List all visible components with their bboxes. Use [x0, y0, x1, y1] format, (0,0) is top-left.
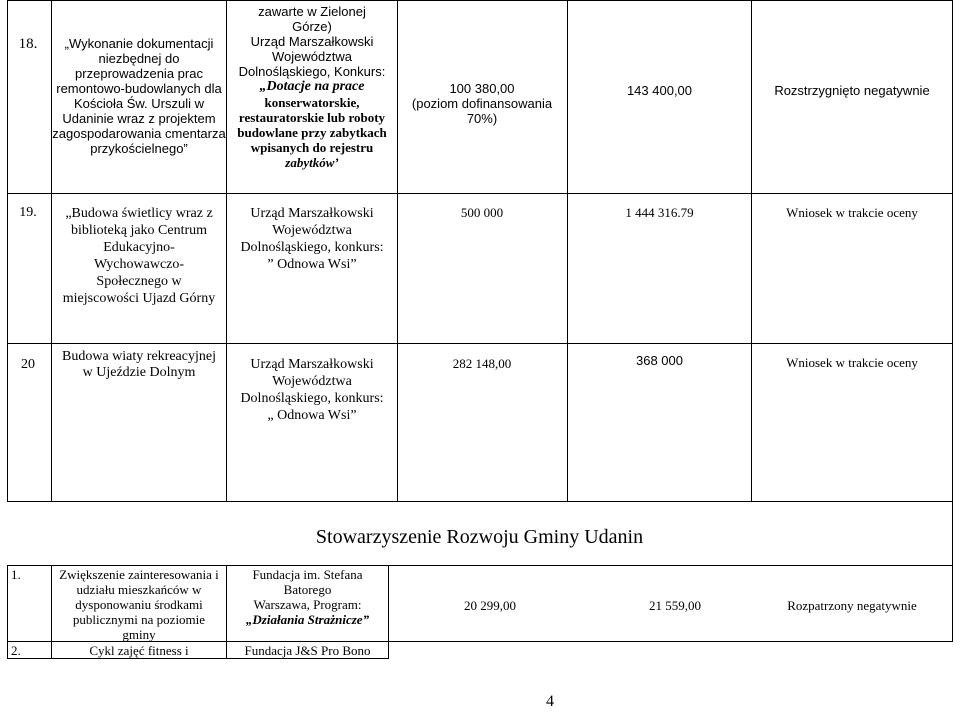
- col-border: [7, 565, 8, 659]
- status-cell: Wniosek w trakcie oceny: [786, 205, 918, 220]
- funder-cell: Urząd Marszałkowski Województwa Dolnośląskiego, konkurs: ” Odnowa Wsi”: [240, 206, 384, 272]
- status-cell: Rozstrzygnięto negatywnie: [774, 83, 930, 98]
- funder-cell: Fundacja J&S Pro Bono: [244, 643, 371, 658]
- page-number: 4: [546, 693, 554, 710]
- table-top-border: [7, 0, 952, 1]
- row-divider: [7, 193, 952, 194]
- amount-cell: 282 148,00: [452, 356, 512, 371]
- funder-cell: Fundacja im. Stefana Batorego Warszawa, Program: „Działania Strażnicze”: [245, 567, 370, 627]
- project-title: Budowa wiaty rekreacyjnej w Ujeździe Dolnym: [62, 349, 216, 380]
- project-title: Zwiększenie zainteresowania i udziału mieszkańców w dysponowaniu środkami publicznymi na poziomie gminy: [59, 567, 219, 642]
- col-border: [567, 0, 568, 502]
- amount-cell: 500 000: [460, 205, 504, 220]
- table-bottom-border: [7, 658, 389, 659]
- total-cell: 1 444 316.79: [625, 205, 694, 220]
- total-cell: 143 400,00: [626, 83, 693, 98]
- funder-cell: zawarte w Zielonej Górze) Urząd Marszałkowski Województwa Dolnośląskiego, Konkurs: „Dotacje na prace konserwatorskie, restauratorskie lub roboty budowlane przy zabytkach wpisanych do rejestru zabytków’: [237, 4, 387, 170]
- row-number: 18.: [18, 36, 38, 52]
- row-number: 19.: [19, 205, 37, 220]
- row-divider: [7, 501, 952, 502]
- row-number: 2.: [11, 643, 21, 658]
- project-title: „Budowa świetlicy wraz z biblioteką jako Centrum Edukacyjno- Wychowawczo- Społecznego w miejscowości Ujazd Górny: [62, 206, 216, 306]
- amount-cell: 20 299,00: [464, 598, 516, 613]
- col-border: [388, 565, 389, 659]
- col-border: [751, 0, 752, 502]
- funder-cell: Urząd Marszałkowski Województwa Dolnośląskiego, konkurs: „ Odnowa Wsi”: [240, 357, 384, 423]
- status-cell: Rozpatrzony negatywnie: [787, 598, 917, 613]
- col-border: [397, 0, 398, 502]
- row-number: 20: [21, 357, 35, 372]
- col-border: [952, 0, 953, 642]
- project-title: Cykl zajęć fitness i: [89, 643, 189, 658]
- status-cell: Wniosek w trakcie oceny: [786, 355, 918, 370]
- amount-cell: 100 380,00 (poziom dofinansowania 70%): [411, 81, 553, 126]
- row-divider: [7, 343, 952, 344]
- section-heading: Stowarzyszenie Rozwoju Gminy Udanin: [315, 526, 644, 548]
- total-cell: 21 559,00: [649, 598, 701, 613]
- row-number: 1.: [11, 567, 21, 582]
- total-cell: 368 000: [636, 353, 683, 368]
- project-title: „Wykonanie dokumentacji niezbędnej do przeprowadzenia prac remontowo-budowlanych dla Kościoła Św. Urszuli w Udaninie wraz z projektem zagospodarowania cmentarza przykościelnego”: [52, 36, 226, 156]
- row-divider: [7, 565, 952, 566]
- col-border: [7, 0, 8, 502]
